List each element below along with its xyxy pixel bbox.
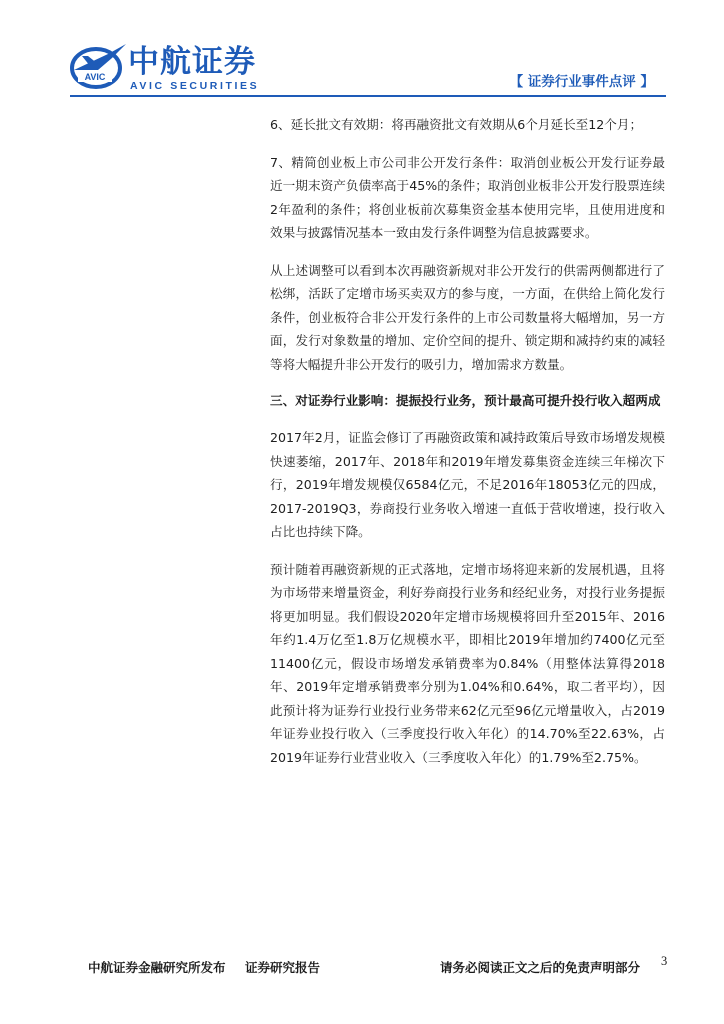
avic-logo-icon bbox=[68, 40, 128, 90]
header-divider bbox=[70, 95, 666, 97]
body-paragraph-2: 预计随着再融资新规的正式落地，定增市场将迎来新的发展机遇，且将为市场带来增量资金，利好券商投行业务和经纪业务，对投行业务提振将更加明显。我们假设2020年定增市场规模将回升至2015年、2016年约1.4万亿至1.8万亿规模水平，即相比2019年增加约7400亿元至11400亿元，假设市场增发承销费率为0.84%（用整体法算得2018年、2019年定增承销费率分别为1.04%和0.64%，取二者平均），因此预计将为证券行业投行业务带来62亿元至96亿元增量收入，占2019年证券业投行收入（三季度投行收入年化）的14.70%至22.63%，占2019年证券行业营业收入（三季度收入年化）的1.79%至2.75%。 bbox=[270, 561, 665, 765]
analysis-paragraph: 从上述调整可以看到本次再融资新规对非公开发行的供需两侧都进行了松绑，活跃了定增市场买卖双方的参与度，一方面，在供给上简化发行条件，创业板符合非公开发行条件的上市公司数量将大幅增加，另一方面，发行对象数量的增加、定价空间的提升、锁定期和减持约束的减轻等将大幅提升非公开发行的吸引力，增加需求方数量。 bbox=[270, 262, 665, 372]
brand-name-cn: 中航证券 bbox=[128, 44, 256, 80]
footer-report-type: 证券研究报告 bbox=[245, 960, 321, 975]
policy-item-7: 7、精简创业板上市公司非公开发行条件：取消创业板公开发行证券最近一期末资产负债率高于45%的条件；取消创业板非公开发行股票连续2年盈利的条件；将创业板前次募集资金基本使用完毕，且使用进度和效果与披露情况基本一致由发行条件调整为信息披露要求。 bbox=[270, 154, 665, 240]
section-heading: 三、对证券行业影响：提振投行业务，预计最高可提升投行收入超两成 bbox=[270, 393, 661, 408]
footer-publisher: 中航证券金融研究所发布 bbox=[88, 960, 226, 975]
body-paragraph-1: 2017年2月，证监会修订了再融资政策和减持政策后导致市场增发规模快速萎缩，2017年、2018年和2019年增发募集资金连续三年梯次下行，2019年增发规模仅6584亿元，不足2016年18053亿元的四成，2017-2019Q3，券商投行业务收入增速一直低于营收增速，投行收入占比也持续下降。 bbox=[270, 430, 665, 539]
page-number: 3 bbox=[661, 954, 668, 968]
page-footer bbox=[0, 954, 724, 988]
logo-text: AVIC bbox=[84, 72, 106, 82]
main-content bbox=[270, 113, 665, 769]
policy-item-6: 6、延长批文有效期：将再融资批文有效期从6个月延长至12个月； bbox=[270, 117, 643, 132]
brand-name-en: AVIC SECURITIES bbox=[130, 80, 260, 92]
footer-disclaimer: 请务必阅读正文之后的免责声明部分 bbox=[440, 960, 641, 975]
page-header bbox=[0, 0, 724, 100]
report-category-tag: 【 证券行业事件点评 】 bbox=[509, 74, 654, 90]
